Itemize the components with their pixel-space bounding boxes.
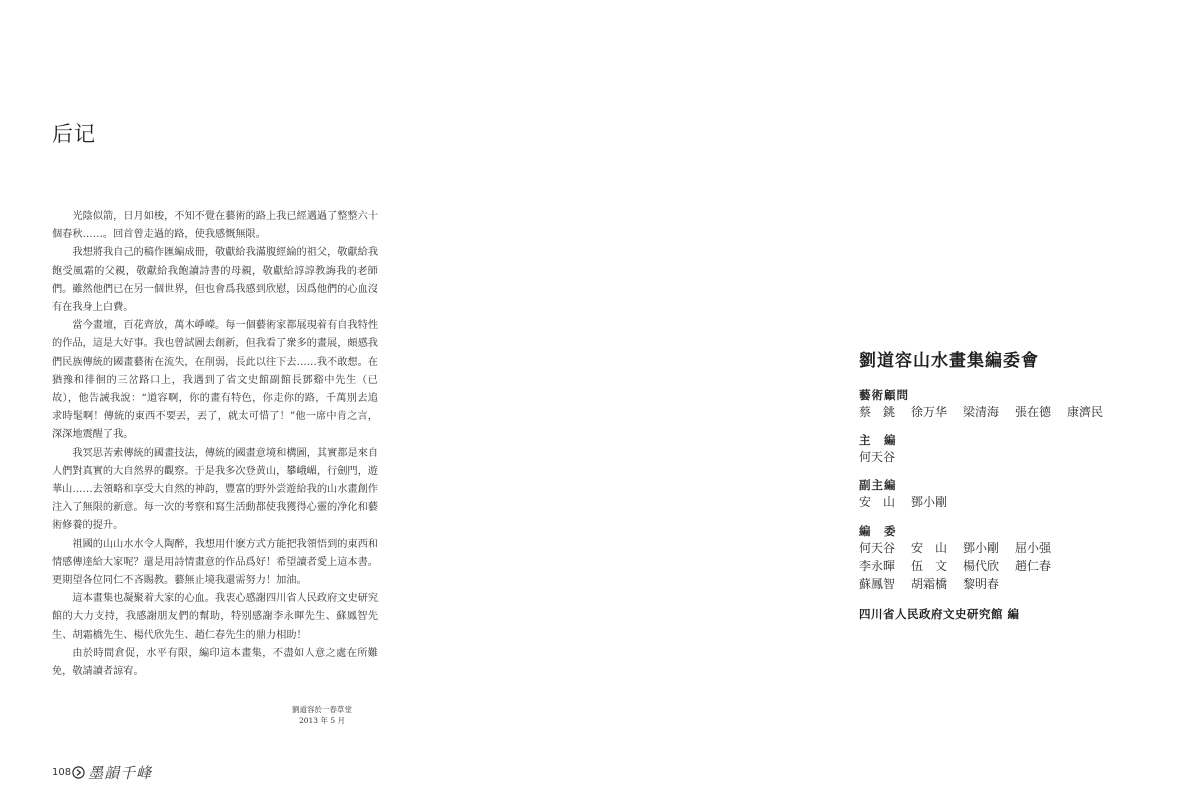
member-row (859, 448, 897, 466)
member-name: 屈小强 (1015, 541, 1052, 555)
section-label: 副主編 (859, 478, 897, 492)
member-name: 伍 文 (911, 559, 948, 573)
page-number: 108 (52, 766, 72, 778)
member-name: 鄧小剛 (911, 495, 948, 509)
page-title: 后记 (52, 122, 96, 146)
member-row (859, 493, 963, 511)
afterword-body (52, 208, 378, 681)
paragraph: 由於時間倉促，水平有限，編印這本畫集，不盡如人意之處在所難免，敬請讀者諒宥。 (52, 647, 378, 678)
member-row (859, 403, 1119, 421)
paragraph: 光陰似箭，日月如梭，不知不覺在藝術的路上我已經邁過了整整六十個春秋……。回首曾走過的路，使我感慨無限。 (52, 211, 379, 241)
member-name: 胡霜橋 (911, 577, 948, 591)
paragraph: 祖國的山山水水令人陶醉，我想用什麽方式方能把我領悟到的東西和情感傳達給大家呢？還是用詩情畫意的作品爲好！希望讀者愛上這本書。更期望各位同仁不吝賜教。藝無止境我還需努力！加油。 (52, 538, 379, 587)
series-logo: 墨韻千峰 (88, 763, 153, 782)
member-name: 安 山 (859, 495, 896, 509)
signature (262, 704, 382, 726)
section-label: 編 委 (859, 524, 897, 538)
member-name: 安 山 (911, 541, 948, 555)
signature-author: 劉道容於一春草堂 (292, 705, 352, 714)
section-label: 主 編 (859, 433, 897, 447)
section-deputy-editor (859, 478, 963, 511)
paragraph: 我冥思苦索傳統的國畫技法，傳統的國畫意境和構圖，其實都是來自人們對真實的大自然界的觀察。于是我多次登黄山，攀峨嵋，行劍門，遊華山……去領略和享受大自然的神韵，豐富的野外尝遊給我的山水畫創作注入了無限的新意。每一次的考察和寫生活動都使我獲得心靈的净化和藝術修養的提升。 (52, 447, 379, 532)
member-name: 蘇鳳智 (859, 577, 896, 591)
section-editorial-committee (859, 524, 1067, 593)
page-footer (52, 763, 152, 781)
section-art-advisors (859, 388, 1119, 421)
arrow-circle-icon (72, 766, 85, 779)
member-row (859, 575, 1067, 593)
member-name: 何天谷 (859, 450, 896, 464)
member-name: 徐万华 (911, 405, 948, 419)
committee-title: 劉道容山水畫集編委會 (859, 351, 1039, 371)
member-row (859, 539, 1067, 557)
signature-date: 2013 年 5 月 (298, 716, 345, 725)
member-name: 黎明春 (963, 577, 1000, 591)
paragraph: 我想將我自己的稿作匯編成冊，敬獻給我滿腹經綸的祖父，敬獻給我飽受風霜的父親，敬獻給我飽讀詩書的母親，敬獻給諄諄教誨我的老師們。雖然他們已在另一個世界，但也會爲我感到欣慰，因爲他們的心血沒有在我身上白費。 (52, 247, 379, 314)
publisher-credit: 四川省人民政府文史研究館 編 (859, 607, 1020, 621)
section-label: 藝術顧問 (859, 388, 909, 402)
member-row (859, 557, 1067, 575)
member-name: 何天谷 (859, 541, 896, 555)
member-name: 張在德 (1015, 405, 1052, 419)
member-name: 趙仁春 (1015, 559, 1052, 573)
right-page (596, 0, 1191, 808)
member-name: 康濟民 (1067, 405, 1104, 419)
section-chief-editor (859, 433, 897, 466)
left-page (0, 0, 595, 808)
member-name: 楊代欣 (963, 559, 1000, 573)
paragraph: 當今畫壇，百花齊放，萬木崢嶸。每一個藝術家都展現着有自我特性的作品，這是大好事。我也曾試圖去創新，但我看了衆多的畫展，頗感我們民族傳統的國畫藝術在流失，在削弱，長此以往下去……我不敢想。在猶豫和徘徊的三岔路口上，我遇到了省文史館副館長鄧谿中先生（已故），他告誡我說：“道容啊，你的畫有特色，你走你的路，千萬別去追求時髦啊！傳統的東西不要丟，丟了，就太可惜了！”他一席中肯之言，深深地震醒了我。 (52, 320, 379, 441)
member-name: 鄧小剛 (963, 541, 1000, 555)
member-name: 梁清海 (963, 405, 1000, 419)
paragraph: 這本畫集也凝聚着大家的心血。我衷心感謝四川省人民政府文史研究館的大力支持，我感謝朋友們的幫助，特别感謝李永暉先生、蘇鳳智先生、胡霜橋先生、楊代欣先生、趙仁春先生的鼎力相助！ (52, 593, 379, 641)
member-name: 蔡 銚 (859, 405, 896, 419)
member-name: 李永暉 (859, 559, 896, 573)
